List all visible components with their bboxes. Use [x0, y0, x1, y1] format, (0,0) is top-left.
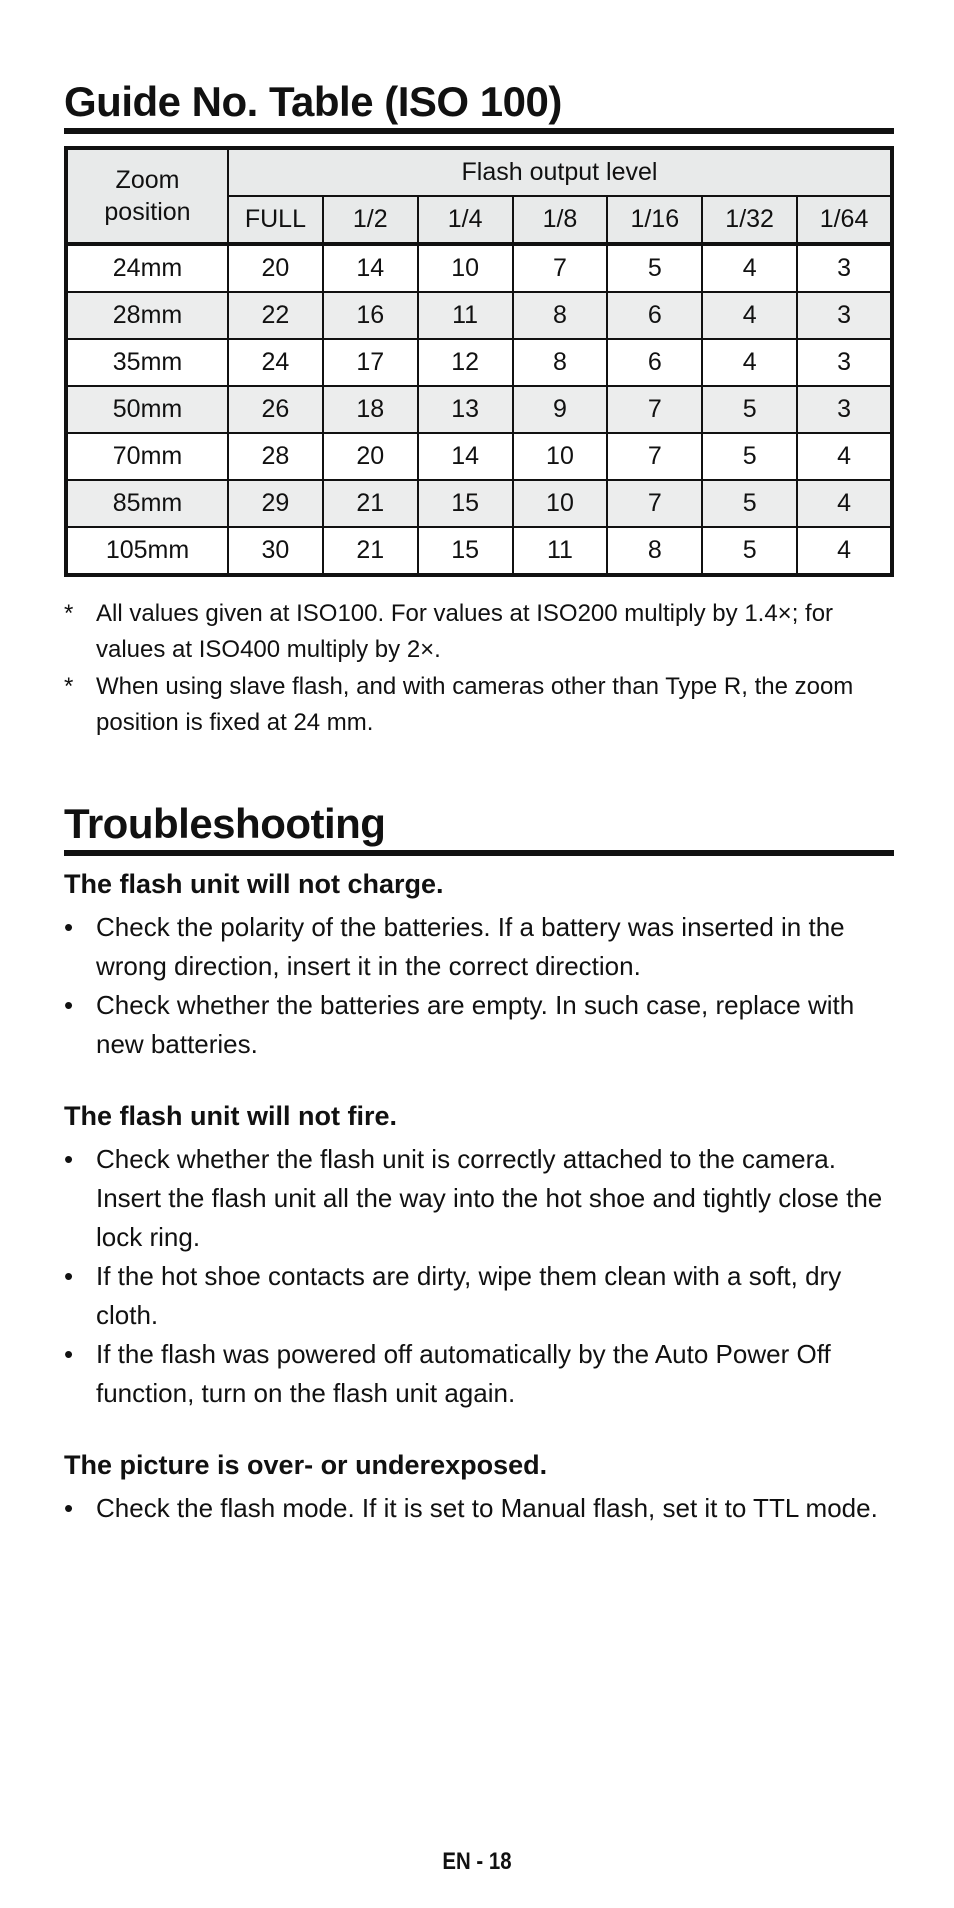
- guide-number-cell: 28: [228, 433, 323, 480]
- guide-number-cell: 8: [513, 292, 608, 339]
- output-level-header: 1/8: [513, 196, 608, 244]
- guide-number-cell: 20: [228, 244, 323, 292]
- bullet-icon: •: [64, 990, 74, 1020]
- guide-number-cell: 8: [513, 339, 608, 386]
- bullet-icon: •: [64, 1493, 74, 1523]
- solution-item: [64, 1335, 894, 1413]
- bullet-icon: •: [64, 1339, 74, 1369]
- solution-text: Check the polarity of the batteries. If a battery was inserted in the wrong direction, insert it in the correct direction.: [96, 912, 845, 981]
- guide-number-cell: 7: [607, 433, 702, 480]
- footnote: [64, 669, 894, 741]
- guide-number-cell: 14: [418, 433, 513, 480]
- table-row: [66, 244, 892, 292]
- problem-block: [64, 1447, 894, 1528]
- output-level-header: 1/4: [418, 196, 513, 244]
- zoom-position-cell: 24mm: [66, 244, 228, 292]
- guide-number-cell: 29: [228, 480, 323, 527]
- flash-output-level-header: Flash output level: [228, 148, 892, 196]
- footnote-text: When using slave flash, and with cameras other than Type R, the zoom position is fixed at 24 mm.: [96, 673, 854, 736]
- problem-title: The picture is over- or underexposed.: [64, 1450, 548, 1480]
- zoom-position-header-text: Zoom position: [104, 166, 191, 226]
- solution-item: [64, 1489, 894, 1528]
- guide-number-cell: 3: [797, 386, 892, 433]
- guide-number-cell: 13: [418, 386, 513, 433]
- page-number: EN - 18: [442, 1848, 512, 1875]
- guide-table-body: [66, 244, 892, 575]
- guide-number-cell: 21: [323, 527, 418, 575]
- guide-number-cell: 26: [228, 386, 323, 433]
- guide-number-cell: 18: [323, 386, 418, 433]
- guide-number-cell: 10: [418, 244, 513, 292]
- guide-number-cell: 21: [323, 480, 418, 527]
- zoom-position-cell: 28mm: [66, 292, 228, 339]
- solution-text: If the hot shoe contacts are dirty, wipe them clean with a soft, dry cloth.: [96, 1261, 842, 1330]
- guide-number-cell: 3: [797, 339, 892, 386]
- guide-number-cell: 5: [702, 433, 797, 480]
- guide-number-cell: 15: [418, 480, 513, 527]
- solution-item: [64, 1140, 894, 1257]
- troubleshooting-list: [64, 866, 894, 1562]
- output-level-header: FULL: [228, 196, 323, 244]
- output-level-header: 1/2: [323, 196, 418, 244]
- table-row: [66, 527, 892, 575]
- output-level-header: 1/64: [797, 196, 892, 244]
- solution-text: If the flash was powered off automatically by the Auto Power Off function, turn on the flash unit again.: [96, 1339, 831, 1408]
- guide-number-cell: 17: [323, 339, 418, 386]
- zoom-position-cell: 70mm: [66, 433, 228, 480]
- guide-number-cell: 4: [702, 292, 797, 339]
- problem-block: [64, 866, 894, 1064]
- guide-number-cell: 3: [797, 244, 892, 292]
- guide-number-cell: 10: [513, 480, 608, 527]
- guide-table-heading: Guide No. Table (ISO 100): [64, 78, 894, 134]
- output-level-header: 1/16: [607, 196, 702, 244]
- table-row: [66, 386, 892, 433]
- guide-number-cell: 22: [228, 292, 323, 339]
- guide-number-cell: 15: [418, 527, 513, 575]
- guide-number-cell: 16: [323, 292, 418, 339]
- guide-number-cell: 6: [607, 339, 702, 386]
- guide-number-table: [64, 146, 894, 577]
- solution-item: [64, 908, 894, 986]
- zoom-position-cell: 105mm: [66, 527, 228, 575]
- problem-title: The flash unit will not fire.: [64, 1101, 398, 1131]
- zoom-position-cell: 85mm: [66, 480, 228, 527]
- guide-number-cell: 8: [607, 527, 702, 575]
- guide-number-cell: 7: [607, 386, 702, 433]
- guide-number-cell: 11: [513, 527, 608, 575]
- guide-number-cell: 24: [228, 339, 323, 386]
- guide-number-cell: 5: [607, 244, 702, 292]
- guide-number-cell: 4: [797, 433, 892, 480]
- problem-block: [64, 1098, 894, 1413]
- solution-text: Check the flash mode. If it is set to Manual flash, set it to TTL mode.: [96, 1493, 878, 1523]
- guide-number-cell: 5: [702, 386, 797, 433]
- zoom-position-cell: 50mm: [66, 386, 228, 433]
- solution-text: Check whether the batteries are empty. In such case, replace with new batteries.: [96, 990, 855, 1059]
- guide-number-cell: 7: [513, 244, 608, 292]
- guide-number-cell: 3: [797, 292, 892, 339]
- table-row: [66, 339, 892, 386]
- output-level-header: 1/32: [702, 196, 797, 244]
- table-row: [66, 433, 892, 480]
- zoom-position-header: [66, 148, 228, 244]
- guide-number-cell: 5: [702, 527, 797, 575]
- footnote-asterisk: *: [64, 673, 74, 700]
- footnote-text: All values given at ISO100. For values at ISO200 multiply by 1.4×; for values at ISO400 multiply by 2×.: [96, 600, 834, 663]
- guide-number-cell: 14: [323, 244, 418, 292]
- guide-number-cell: 6: [607, 292, 702, 339]
- guide-number-cell: 4: [797, 480, 892, 527]
- guide-number-cell: 4: [797, 527, 892, 575]
- zoom-position-cell: 35mm: [66, 339, 228, 386]
- guide-number-cell: 20: [323, 433, 418, 480]
- guide-number-cell: 4: [702, 339, 797, 386]
- footnote-asterisk: *: [64, 600, 74, 627]
- troubleshooting-heading: Troubleshooting: [64, 800, 894, 856]
- solution-text: Check whether the flash unit is correctly attached to the camera. Insert the flash unit all the way into the hot shoe and tightly close the lock ring.: [96, 1144, 883, 1252]
- bullet-icon: •: [64, 912, 74, 942]
- table-row: [66, 292, 892, 339]
- guide-number-cell: 4: [702, 244, 797, 292]
- bullet-icon: •: [64, 1144, 74, 1174]
- table-row: [66, 480, 892, 527]
- guide-number-cell: 10: [513, 433, 608, 480]
- guide-number-cell: 30: [228, 527, 323, 575]
- problem-title: The flash unit will not charge.: [64, 869, 444, 899]
- solution-item: [64, 986, 894, 1064]
- guide-number-cell: 5: [702, 480, 797, 527]
- guide-number-cell: 7: [607, 480, 702, 527]
- guide-number-cell: 12: [418, 339, 513, 386]
- guide-number-cell: 11: [418, 292, 513, 339]
- table-footnotes: [64, 596, 894, 742]
- bullet-icon: •: [64, 1261, 74, 1291]
- table-header-row-1: [66, 148, 892, 196]
- footnote: [64, 596, 894, 668]
- guide-number-cell: 9: [513, 386, 608, 433]
- solution-item: [64, 1257, 894, 1335]
